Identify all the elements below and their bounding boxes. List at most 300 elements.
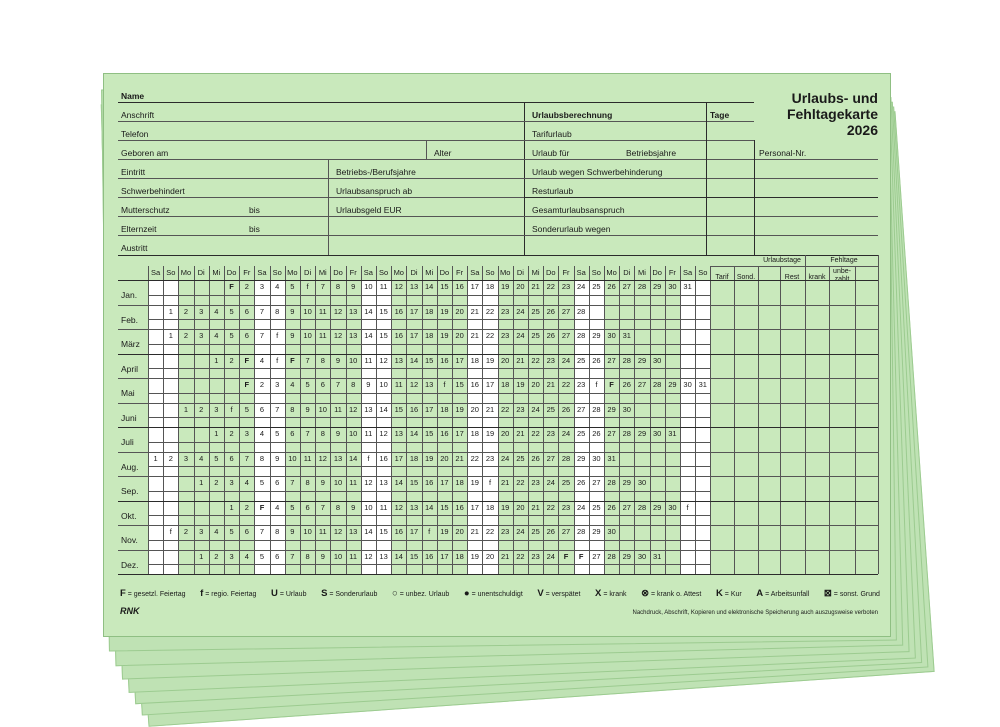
grid-line bbox=[758, 266, 759, 574]
day-cell: 6 bbox=[320, 380, 325, 389]
day-cell: 16 bbox=[455, 282, 464, 291]
grid-line bbox=[619, 266, 620, 574]
day-cell: 6 bbox=[229, 453, 234, 463]
day-cell: 5 bbox=[290, 282, 295, 291]
day-cell: 10 bbox=[288, 453, 297, 463]
legend-text: = Kur bbox=[722, 591, 742, 598]
day-cell: 4 bbox=[259, 429, 265, 438]
day-cell: 10 bbox=[349, 429, 358, 438]
day-cell: 13 bbox=[409, 282, 419, 291]
day-cell: 21 bbox=[531, 282, 540, 291]
day-cell: 14 bbox=[425, 282, 434, 291]
legend-symbol: X bbox=[595, 588, 602, 599]
day-cell: 19 bbox=[516, 380, 525, 389]
legend-symbol: ● bbox=[463, 588, 470, 599]
day-cell: 21 bbox=[470, 306, 479, 316]
day-cell: 23 bbox=[485, 453, 495, 463]
day-cell: 20 bbox=[440, 453, 449, 463]
day-cell: 30 bbox=[653, 429, 662, 438]
day-cell: 15 bbox=[379, 306, 388, 316]
day-cell: 10 bbox=[349, 355, 358, 365]
day-cell: 30 bbox=[668, 502, 677, 512]
card-title bbox=[787, 90, 878, 138]
day-cell: 23 bbox=[501, 306, 510, 316]
day-cell: 8 bbox=[275, 527, 280, 536]
day-cell: 22 bbox=[546, 502, 555, 512]
rule bbox=[524, 216, 754, 217]
day-cell: 18 bbox=[440, 404, 449, 414]
legend-text: = verspätet bbox=[543, 591, 581, 598]
birth-label: Geboren am bbox=[121, 148, 169, 158]
day-cell: 17 bbox=[440, 478, 449, 487]
legend-item bbox=[641, 587, 701, 601]
day-cell: 26 bbox=[546, 306, 555, 316]
day-cell: 14 bbox=[409, 355, 419, 365]
day-cell: 29 bbox=[637, 355, 647, 365]
day-cell: 18 bbox=[425, 306, 434, 316]
day-cell: 2 bbox=[168, 453, 173, 463]
day-cell: 19 bbox=[485, 429, 495, 438]
day-cell: 8 bbox=[290, 404, 295, 414]
day-cell: 28 bbox=[607, 478, 616, 487]
day-cell: 16 bbox=[440, 429, 449, 438]
day-cell: 27 bbox=[592, 551, 601, 561]
day-cell: 29 bbox=[622, 551, 631, 561]
calc-header: Urlaubsberechnung bbox=[532, 110, 613, 120]
day-cell: f bbox=[230, 404, 233, 414]
day-cell: 27 bbox=[546, 453, 555, 463]
day-cell: 23 bbox=[531, 478, 540, 487]
day-cell: 14 bbox=[349, 453, 358, 463]
day-cell: 2 bbox=[229, 429, 234, 438]
day-cell: 3 bbox=[199, 331, 204, 340]
rule bbox=[426, 140, 427, 159]
day-cell: 6 bbox=[305, 502, 310, 512]
day-cell: 25 bbox=[531, 527, 540, 536]
day-cell: 21 bbox=[470, 527, 479, 536]
day-cell: 12 bbox=[333, 331, 343, 340]
rule bbox=[118, 255, 878, 256]
day-cell: 23 bbox=[531, 551, 540, 561]
day-cell: 23 bbox=[501, 331, 510, 340]
day-cell: F bbox=[229, 282, 234, 291]
day-cell: 29 bbox=[607, 404, 616, 414]
day-cell: 20 bbox=[531, 380, 540, 389]
day-cell: 21 bbox=[485, 404, 495, 414]
month-label: Nov. bbox=[121, 535, 138, 545]
day-cell: 13 bbox=[333, 453, 343, 463]
day-cell: 28 bbox=[577, 527, 586, 536]
publisher-logo: RNK bbox=[120, 606, 140, 616]
day-cell: 18 bbox=[470, 429, 479, 438]
title-line-2: Fehltagekarte bbox=[786, 106, 878, 122]
day-cell: 4 bbox=[244, 551, 249, 561]
day-cell: 25 bbox=[531, 306, 540, 316]
rule bbox=[754, 140, 755, 255]
calc-row-3: Urlaub wegen Schwerbehinderung bbox=[532, 167, 663, 177]
summary-col-krank: krank bbox=[808, 274, 826, 281]
day-cell: 15 bbox=[440, 282, 449, 291]
weekday-header: Fr bbox=[562, 268, 570, 277]
day-cell: 20 bbox=[485, 551, 495, 561]
weekday-header: So bbox=[272, 268, 282, 277]
day-cell: 4 bbox=[244, 478, 249, 487]
day-cell: 30 bbox=[653, 355, 662, 365]
day-cell: 18 bbox=[409, 453, 419, 463]
legend-text: = Urlaub bbox=[277, 591, 307, 598]
day-cell: 13 bbox=[394, 429, 403, 438]
day-cell: 22 bbox=[516, 551, 525, 561]
day-cell: 15 bbox=[455, 380, 464, 389]
legend-symbol: A bbox=[756, 588, 764, 599]
day-cell: 26 bbox=[531, 453, 540, 463]
month-label: April bbox=[121, 363, 139, 374]
legend-item bbox=[321, 587, 377, 601]
day-cell: 7 bbox=[320, 282, 325, 291]
day-cell: 7 bbox=[320, 502, 325, 512]
legend-text: = krank o. Attest bbox=[649, 591, 702, 598]
month-label: Feb. bbox=[121, 314, 139, 325]
day-cell: 22 bbox=[531, 355, 540, 365]
day-cell: 1 bbox=[229, 502, 234, 512]
day-cell: 13 bbox=[379, 551, 388, 561]
summary-col-unbezahlt: unbe- zahlt bbox=[833, 268, 851, 283]
day-cell: 2 bbox=[229, 355, 234, 365]
weekday-header: So bbox=[698, 268, 708, 277]
calc-row-6: Sonderurlaub wegen bbox=[532, 224, 611, 234]
grid-line bbox=[148, 344, 710, 345]
calc-row-1: Tarifurlaub bbox=[532, 129, 572, 139]
day-cell: 14 bbox=[425, 502, 434, 512]
weekday-header: Di bbox=[623, 268, 631, 277]
grid-line bbox=[665, 266, 666, 574]
day-cell: 11 bbox=[349, 551, 358, 561]
grid-line bbox=[148, 491, 710, 492]
grid-line bbox=[148, 540, 710, 541]
day-cell: 3 bbox=[229, 551, 234, 561]
weekday-header: Sa bbox=[683, 268, 693, 277]
day-cell: 14 bbox=[394, 551, 403, 561]
day-cell: 26 bbox=[607, 282, 616, 291]
day-cell: 8 bbox=[305, 551, 310, 561]
day-cell: 7 bbox=[290, 478, 295, 487]
day-cell: 8 bbox=[320, 429, 325, 438]
weekday-header: So bbox=[591, 268, 601, 277]
day-cell: 9 bbox=[290, 331, 295, 340]
day-cell: 11 bbox=[394, 380, 403, 389]
day-cell: 23 bbox=[501, 527, 510, 536]
day-cell: 17 bbox=[394, 453, 403, 463]
summary-col-sond: Sond. bbox=[736, 274, 756, 281]
day-cell: 1 bbox=[199, 478, 204, 487]
day-cell: 12 bbox=[364, 478, 373, 487]
day-cell: 2 bbox=[199, 404, 204, 414]
day-cell: 22 bbox=[485, 306, 495, 316]
day-cell: 21 bbox=[516, 355, 525, 365]
weekday-header: Mi bbox=[212, 268, 221, 277]
legend-item bbox=[200, 587, 256, 601]
day-cell: 15 bbox=[409, 478, 419, 487]
day-cell: 6 bbox=[244, 527, 249, 536]
day-cell: 31 bbox=[668, 429, 677, 438]
day-cell: 3 bbox=[244, 429, 249, 438]
day-cell: 27 bbox=[622, 282, 631, 291]
day-cell: 29 bbox=[592, 527, 601, 536]
day-cell: 22 bbox=[516, 478, 525, 487]
legend-item bbox=[595, 587, 626, 601]
day-cell: 28 bbox=[577, 331, 586, 340]
day-cell: 5 bbox=[244, 404, 249, 414]
day-cell: 2 bbox=[244, 282, 249, 291]
rule bbox=[118, 235, 524, 236]
day-cell: 30 bbox=[637, 478, 647, 487]
day-cell: 4 bbox=[214, 331, 219, 340]
vacation-money-label: Urlaubsgeld EUR bbox=[336, 205, 402, 215]
day-cell: 9 bbox=[305, 404, 310, 414]
day-cell: 18 bbox=[425, 331, 434, 340]
day-cell: 27 bbox=[637, 380, 647, 389]
day-cell: 16 bbox=[425, 551, 434, 561]
day-cell: 27 bbox=[561, 306, 571, 316]
day-cell: f bbox=[488, 478, 492, 487]
day-cell: 12 bbox=[394, 502, 403, 512]
day-cell: 21 bbox=[501, 551, 510, 561]
weekday-header: Fr bbox=[668, 268, 676, 277]
day-cell: 7 bbox=[244, 453, 249, 463]
day-cell: 5 bbox=[305, 380, 310, 389]
day-cell: 13 bbox=[349, 527, 358, 536]
summary-col-tarif: Tarif bbox=[715, 274, 729, 281]
day-cell: 13 bbox=[394, 355, 403, 365]
day-cell: 21 bbox=[455, 453, 464, 463]
day-cell: 3 bbox=[214, 404, 219, 414]
day-cell: 19 bbox=[455, 404, 464, 414]
day-cell: 22 bbox=[501, 404, 510, 414]
day-cell: 19 bbox=[440, 331, 449, 340]
day-cell: 28 bbox=[622, 355, 631, 365]
grid-line bbox=[148, 295, 710, 296]
day-cell: F bbox=[609, 380, 614, 389]
weekday-header: Di bbox=[410, 268, 418, 277]
rule bbox=[524, 197, 878, 198]
day-cell: 1 bbox=[214, 429, 219, 438]
day-cell: 14 bbox=[394, 478, 403, 487]
day-cell: 4 bbox=[259, 355, 265, 365]
weekday-header: Fr bbox=[456, 268, 464, 277]
day-cell: F bbox=[563, 551, 569, 561]
day-cell: 17 bbox=[440, 551, 449, 561]
day-cell: 25 bbox=[577, 355, 586, 365]
grid-line bbox=[148, 266, 149, 574]
day-cell: 24 bbox=[501, 453, 510, 463]
day-cell: 20 bbox=[470, 404, 479, 414]
day-cell: 11 bbox=[349, 478, 358, 487]
day-cell: 3 bbox=[275, 380, 280, 389]
day-cell: 22 bbox=[531, 429, 540, 438]
day-cell: 31 bbox=[622, 331, 631, 340]
day-cell: 29 bbox=[577, 453, 586, 463]
day-cell: 15 bbox=[425, 355, 434, 365]
operating-years-label: Betriebsjahre bbox=[626, 148, 677, 158]
day-cell: 24 bbox=[516, 527, 525, 536]
rule bbox=[754, 159, 878, 160]
day-cell: 11 bbox=[318, 306, 327, 316]
day-cell: 26 bbox=[561, 404, 571, 414]
day-cell: 10 bbox=[379, 380, 388, 389]
day-cell: 21 bbox=[516, 429, 525, 438]
day-cell: 20 bbox=[501, 429, 510, 438]
day-cell: 8 bbox=[259, 453, 265, 463]
vacation-absence-card bbox=[103, 73, 891, 637]
grid-line bbox=[734, 266, 735, 574]
day-cell: 8 bbox=[275, 306, 280, 316]
day-cell: 28 bbox=[607, 551, 616, 561]
rule bbox=[118, 140, 524, 141]
grid-line bbox=[148, 319, 710, 320]
day-cell: 24 bbox=[516, 331, 525, 340]
grid-line bbox=[710, 266, 878, 267]
maternity-label: Mutterschutz bbox=[121, 205, 170, 215]
day-cell: 12 bbox=[318, 453, 327, 463]
day-cell: 6 bbox=[275, 551, 280, 561]
day-cell: 17 bbox=[470, 502, 479, 512]
day-cell: 17 bbox=[485, 380, 495, 389]
grid-line bbox=[148, 564, 710, 565]
title-year: 2026 bbox=[846, 122, 878, 138]
day-cell: 22 bbox=[485, 527, 495, 536]
day-cell: 11 bbox=[318, 331, 327, 340]
day-cell: 11 bbox=[364, 429, 373, 438]
weekday-header: Do bbox=[545, 268, 556, 277]
day-cell: 20 bbox=[516, 282, 525, 291]
day-cell: 12 bbox=[379, 355, 388, 365]
day-cell: 24 bbox=[546, 551, 555, 561]
day-cell: 8 bbox=[305, 478, 310, 487]
month-label: Juli bbox=[121, 437, 134, 447]
day-cell: F bbox=[259, 502, 265, 512]
month-label: Okt. bbox=[121, 510, 137, 521]
vacation-days-header: Urlaubstage bbox=[763, 257, 801, 264]
weekday-header: So bbox=[166, 268, 176, 277]
legend bbox=[120, 587, 880, 601]
grid-line bbox=[148, 515, 710, 516]
day-cell: 9 bbox=[351, 282, 356, 291]
day-cell: 16 bbox=[394, 331, 403, 340]
day-cell: 12 bbox=[394, 282, 403, 291]
day-cell: 31 bbox=[683, 282, 692, 291]
rule bbox=[118, 216, 524, 217]
day-cell: 15 bbox=[425, 429, 434, 438]
day-cell: 4 bbox=[275, 282, 280, 291]
grid-line bbox=[695, 266, 696, 574]
day-cell: 14 bbox=[364, 527, 373, 536]
day-cell: 9 bbox=[275, 453, 280, 463]
day-cell: 26 bbox=[577, 478, 586, 487]
day-cell: 28 bbox=[622, 429, 631, 438]
grid-line bbox=[650, 266, 651, 574]
day-cell: 27 bbox=[577, 404, 586, 414]
day-cell: 6 bbox=[244, 331, 249, 340]
day-cell: 22 bbox=[485, 331, 495, 340]
day-cell: 19 bbox=[425, 453, 434, 463]
day-cell: 4 bbox=[214, 306, 219, 316]
weekday-header: Mo bbox=[499, 268, 511, 277]
day-cell: 12 bbox=[349, 404, 358, 414]
day-cell: 11 bbox=[379, 282, 388, 291]
grid-line bbox=[780, 266, 781, 574]
month-label: März bbox=[121, 339, 140, 349]
calc-row-2: Urlaub für bbox=[532, 148, 570, 158]
day-cell: 24 bbox=[546, 478, 555, 487]
month-label: Jan. bbox=[121, 290, 138, 300]
day-cell: 4 bbox=[214, 527, 219, 536]
day-cell: 22 bbox=[546, 282, 555, 291]
legend-text: = gesetzl. Feiertag bbox=[125, 591, 186, 598]
grid-line bbox=[148, 417, 710, 418]
day-cell: 3 bbox=[199, 306, 204, 316]
day-cell: 30 bbox=[683, 380, 692, 389]
claim-from-label: Urlaubsanspruch ab bbox=[336, 186, 413, 196]
day-cell: 5 bbox=[275, 429, 280, 438]
day-cell: 26 bbox=[592, 355, 601, 365]
legend-text: = Arbeitsunfall bbox=[763, 591, 810, 598]
day-cell: 19 bbox=[485, 355, 495, 365]
rule bbox=[118, 102, 754, 103]
day-cell: 21 bbox=[470, 331, 479, 340]
day-cell: 27 bbox=[622, 502, 631, 512]
day-cell: 6 bbox=[259, 404, 265, 414]
legend-item bbox=[464, 587, 523, 601]
day-cell: 9 bbox=[320, 551, 325, 561]
day-cell: 25 bbox=[592, 282, 601, 291]
day-cell: 11 bbox=[303, 453, 312, 463]
weekday-header: So bbox=[485, 268, 495, 277]
month-label: Mai bbox=[121, 388, 135, 398]
day-cell: 7 bbox=[259, 331, 265, 340]
day-cell: 10 bbox=[333, 551, 343, 561]
day-cell: 2 bbox=[244, 502, 249, 512]
day-cell: 19 bbox=[440, 527, 449, 536]
weekday-header: Di bbox=[197, 268, 205, 277]
day-cell: 7 bbox=[335, 380, 341, 389]
rule bbox=[524, 121, 754, 122]
day-cell: 25 bbox=[577, 429, 586, 438]
day-cell: 29 bbox=[637, 429, 647, 438]
day-cell: 17 bbox=[425, 404, 434, 414]
day-cell: 4 bbox=[290, 380, 295, 389]
day-cell: 3 bbox=[229, 478, 234, 487]
day-cell: 20 bbox=[455, 306, 464, 316]
rule bbox=[706, 102, 707, 255]
weekday-header: Mo bbox=[287, 268, 298, 277]
day-cell: 4 bbox=[275, 502, 280, 512]
day-cell: 2 bbox=[214, 478, 219, 487]
personnel-no-label: Personal-Nr. bbox=[759, 148, 807, 158]
day-cell: 31 bbox=[653, 551, 662, 561]
day-cell: 7 bbox=[290, 551, 295, 561]
weekday-header: Sa bbox=[151, 268, 161, 277]
day-cell: 26 bbox=[546, 527, 555, 536]
grid-line bbox=[805, 255, 806, 574]
day-cell: 30 bbox=[637, 551, 647, 561]
day-cell: 15 bbox=[409, 551, 419, 561]
parental-bis-label: bis bbox=[249, 224, 260, 234]
day-cell: 11 bbox=[379, 502, 388, 512]
calc-days-header: Tage bbox=[710, 110, 730, 120]
day-cell: F bbox=[290, 355, 295, 365]
month-label: Juni bbox=[121, 412, 137, 423]
weekday-header: Do bbox=[226, 268, 237, 277]
